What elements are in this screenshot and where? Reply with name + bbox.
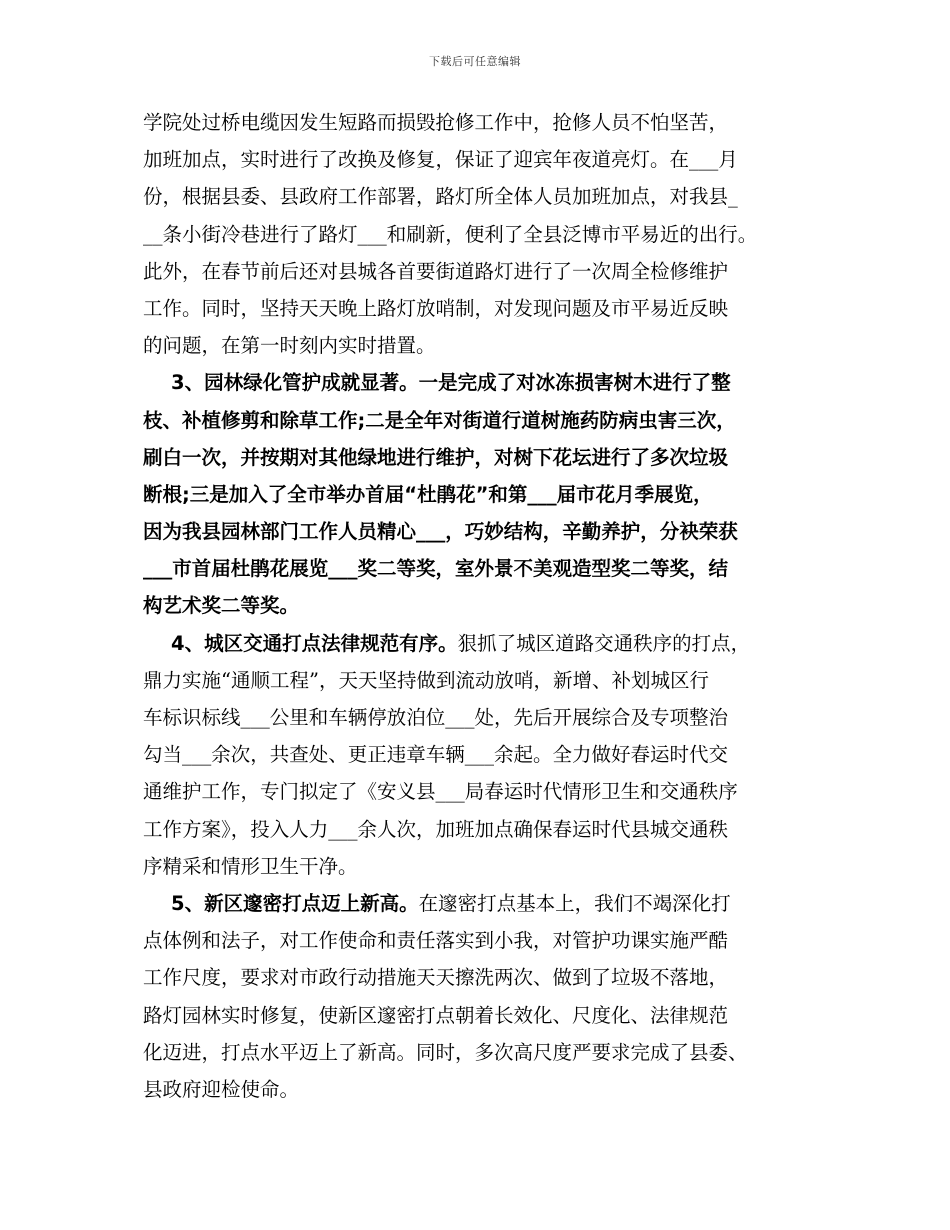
section-3-line: 因为我县园林部门工作人员精心___，巧妙结构，辛勤养护，分袂荣获 [143, 520, 738, 544]
paragraph-line: 此外，在春节前后还对县城各首要街道路灯进行了一次周全检修维护 [143, 259, 729, 283]
paragraph-line: 份，根据县委、县政府工作部署，路灯所全体人员加班加点，对我县_ [143, 185, 738, 209]
section-4-line: 鼎力实施“通顺工程”，天天坚持做到流动放哨，新增、补划城区行 [143, 668, 709, 692]
section-5-first-rest: 在邃密打点基本上，我们不竭深化打 [418, 891, 731, 915]
section-5-line: 点体例和法子，对工作使命和责任落实到小我，对管护功课实施严酷 [143, 929, 729, 953]
paragraph-line: 学院处过桥电缆因发生短路而损毁抢修工作中，抢修人员不怕坚苦， [143, 111, 729, 134]
page-header-note: 下载后可任意编辑 [429, 55, 521, 68]
section-5-line: 工作尺度，要求对市政行动措施天天擦洗两次、做到了垃圾不落地， [143, 966, 729, 990]
section-4-first-rest: 狠抓了城区道路交通秩序的打点， [457, 631, 751, 655]
section-3-line: 构艺术奖二等奖。 [143, 594, 300, 618]
section-5-first-line [143, 885, 808, 922]
section-4-line: 通维护工作，专门拟定了《安义县___局春运时代情形卫生和交通秩序 [143, 780, 738, 804]
section-3-line: 断根;三是加入了全市举办首届“杜鹃花”和第___届市花月季展览， [143, 482, 713, 506]
section-3-line: 枝、补植修剪和除草工作;二是全年对街道行道树施药防病虫害三次， [143, 408, 736, 432]
section-5-line: 路灯园林实时修复，使新区邃密打点朝着长效化、尺度化、法律规范 [143, 1003, 729, 1027]
section-4-line: 工作方案》，投入人力___余人次，加班加点确保春运时代县城交通秩 [143, 817, 729, 841]
section-3-line: 刷白一次，并按期对其他绿地进行维护，对树下花坛进行了多次垃圾 [143, 445, 729, 469]
section-4-heading: 4、城区交通打点法律规范有序。 [171, 631, 458, 655]
section-4-line: 序精采和情形卫生干净。 [143, 854, 358, 878]
section-4-line: 勾当___余次，共查处、更正违章车辆___余起。全力做好春运时代交 [143, 743, 729, 767]
section-5-heading: 5、新区邃密打点迈上新高。 [171, 891, 419, 915]
section-5-line: 化迈进，打点水平迈上了新高。同时，多次高尺度严要求完成了县委、 [143, 1040, 748, 1064]
paragraph-line: 加班加点，实时进行了改换及修复，保证了迎宾年夜道亮灯。在___月 [143, 148, 738, 172]
paragraph-line: 工作。同时，坚持天天晚上路灯放哨制，对发现问题及市平易近反映 [143, 296, 729, 320]
section-4-line: 车标识标线___公里和车辆停放泊位___处，先后开展综合及专项整治 [143, 706, 729, 729]
section-5-line: 县政府迎检使命。 [143, 1077, 300, 1101]
document-body [143, 104, 808, 1108]
paragraph-line: 的问题，在第一时刻内实时措置。 [143, 334, 436, 358]
section-4-first-line [143, 625, 808, 662]
section-3-line: 3、园林绿化管护成就显著。一是完成了对冰冻损害树木进行了整 [171, 371, 731, 395]
section-3-line: ___市首届杜鹃花展览___奖二等奖，室外景不美观造型奖二等奖，结 [143, 557, 729, 581]
paragraph-line: __条小街冷巷进行了路灯___和刷新，便利了全县泛博市平易近的出行。 [143, 222, 758, 246]
